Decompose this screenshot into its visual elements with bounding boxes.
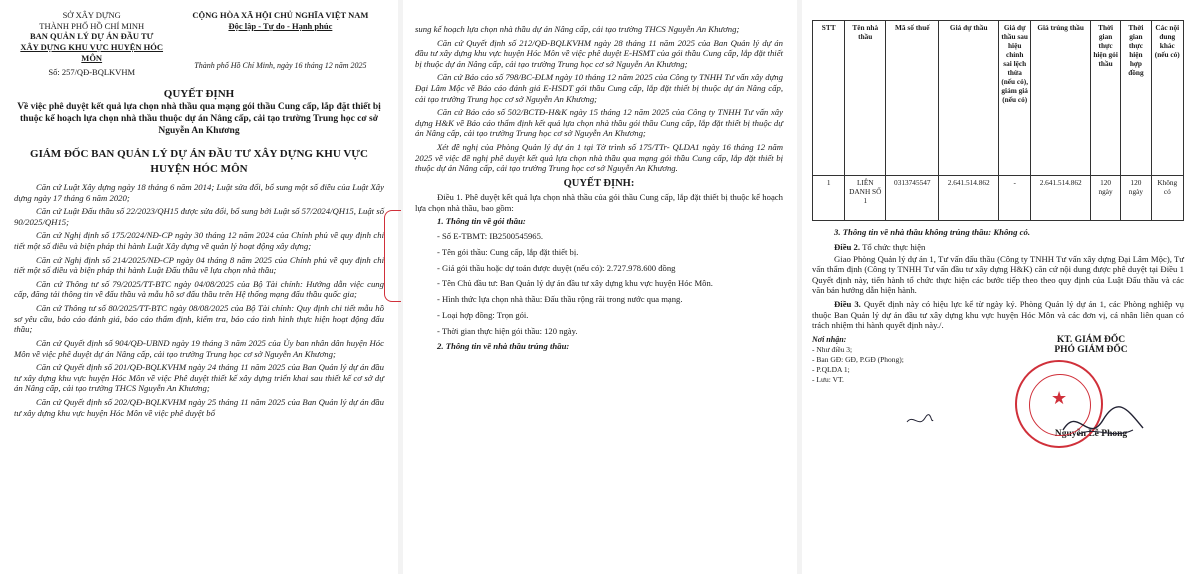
recipient-item: - Ban GĐ: GĐ, P.GĐ (Phong); — [812, 355, 904, 365]
col-header: Thời gian thực hiện hợp đồng — [1121, 21, 1151, 176]
legal-basis-paragraph: Căn cứ Báo cáo số 502/BCTĐ-H&K ngày 15 tháng 12 năm 2025 của Công ty TNHH Tư vấn xây dựng H&K về Báo cáo thẩm định kết quả lựa chọn nhà thầu gói thầu Cung cấp, lắp đặt thiết bị thuộc dự án Nâng cấp, cải tạo trường Trung học cơ sở Nguyễn An Khương; — [415, 107, 783, 139]
article-2-heading — [812, 242, 1184, 253]
col-header: Tên nhà thầu — [845, 21, 886, 176]
article-3 — [812, 299, 1184, 331]
recipient-item: - Lưu: VT. — [812, 374, 844, 384]
agency-line-4: XÂY DỰNG KHU VỰC HUYỆN HÓC MÔN — [20, 41, 164, 63]
legal-basis-paragraph: Căn cứ Thông tư số 79/2025/TT-BTC ngày 04/08/2025 của Bộ Tài chính: Hướng dẫn việc cung cấp, đăng tải thông tin về đấu thầu và mẫu hồ sơ đấu thầu trên Hệ thống mạng đấu thầu quốc gia; — [14, 278, 384, 300]
col-header: Giá dự thầu sau hiệu chỉnh sai lệch thừa (nếu có), giảm giá (nếu có) — [999, 21, 1031, 176]
table-cell: 120 ngày — [1090, 176, 1120, 221]
package-info-item: - Tên gói thầu: Cung cấp, lắp đặt thiết bị. — [437, 246, 579, 257]
signer-name: Nguyễn Lễ Phong — [1054, 428, 1128, 439]
proposal-paragraph: Xét đề nghị của Phòng Quản lý dự án 1 tại Tờ trình số 175/TTr- QLDA1 ngày 16 tháng 12 năm 2025 về việc đề nghị phê duyệt kết quả lựa chọn nhà thầu qua mạng gói thầu Cung cấp, lắp đặt thiết bị thuộc dự án Nâng cấp, cải tạo trường Trung học cơ sở Nguyễn An Khương. — [415, 142, 783, 174]
col-header: Giá trúng thầu — [1031, 21, 1091, 176]
table-cell: 120 ngày — [1121, 176, 1151, 221]
legal-basis-paragraph: Căn cứ Quyết định số 904/QĐ-UBND ngày 19 tháng 3 năm 2025 của Ủy ban nhân dân huyện Hóc Môn về việc phê duyệt dự án Nâng cấp, cải tạo trường Trung học cơ sở Nguyễn An Khương; — [14, 337, 384, 359]
table-cell: Không có — [1151, 176, 1183, 221]
nation-motto: Độc lập - Tự do - Hạnh phúc — [228, 20, 333, 31]
col-header: Các nội dung khác (nếu có) — [1151, 21, 1183, 176]
article-2-body: Giao Phòng Quản lý dự án 1, Tư vấn đấu thầu (Công ty TNHH Tư vấn xây dựng Đại Lâm Mộc), Tư vấn thẩm định (Công ty TNHH Tư vấn đầu tư xây dựng H&K) căn cứ nội dung được phê duyệt tại Điều 1 Quyết định này, tiến hành tổ chức thực hiện các bước tiếp theo theo quy định của Luật Đấu thầu và các văn bản hướng dẫn hiện hành. — [812, 253, 1184, 296]
legal-basis-paragraph: Căn cứ Thông tư số 80/2025/TT-BTC ngày 08/08/2025 của Bộ Tài chính: Quy định chi tiết mẫu hồ sơ yêu cầu, báo cáo đánh giá, báo cáo thẩm định, kiểm tra, báo cáo tình hình thực hiện hoạt động đấu thầu; — [14, 303, 384, 335]
agency-line-3: BAN QUẢN LÝ DỰ ÁN ĐẦU TƯ — [29, 31, 154, 42]
article-3-label: Điều 3. — [834, 299, 861, 310]
package-info-item: - Loại hợp đồng: Trọn gói. — [437, 309, 529, 320]
article-2-label: Điều 2. — [834, 242, 861, 252]
table-cell: 2.641.514.862 — [939, 176, 999, 221]
page-2 — [403, 0, 797, 574]
winning-bidder-table — [812, 20, 1184, 221]
legal-basis-paragraph: Căn cứ Quyết định số 201/QĐ-BQLKVHM ngày 24 tháng 11 năm 2025 của Ban Quản lý dự án đầu tư xây dựng khu vực huyện Hóc Môn về việc Phê duyệt thiết kế xây dựng triển khai sau thiết kế cơ sở dự án Nâng cấp, cải tạo trường THCS Nguyễn An Khương; — [14, 362, 384, 394]
table-row — [813, 176, 1184, 221]
page-3 — [802, 0, 1200, 574]
legal-basis-paragraph: Căn cứ Quyết định số 212/QĐ-BQLKVHM ngày 28 tháng 11 năm 2025 của Ban Quản lý dự án đầu tư xây dựng khu vực huyện Hóc Môn về việc phê duyệt E-HSMT của gói thầu Cung cấp, lắp đặt thiết bị thuộc dự án Nâng cấp, cải tạo trường Trung học cơ sở Nguyễn An Khương; — [415, 37, 783, 69]
table-cell: 2.641.514.862 — [1031, 176, 1091, 221]
table-cell: 1 — [813, 176, 845, 221]
package-info-item: - Thời gian thực hiện gói thầu: 120 ngày. — [437, 325, 578, 336]
recipients-title: Nơi nhận: — [812, 334, 847, 344]
agency-line-1: SỞ XÂY DỰNG — [62, 10, 121, 20]
legal-basis-paragraph: Căn cứ Nghị định số 175/2024/NĐ-CP ngày 30 tháng 12 năm 2024 của Chính phủ về quy định chi tiết một số điều và biện pháp thi hành Luật Xây dựng về quản lý hoạt động xây dựng; — [14, 230, 384, 252]
table-cell: 0313745547 — [886, 176, 939, 221]
article-2-title: Tổ chức thực hiện — [862, 242, 926, 252]
article-3-body: Quyết định này có hiệu lực kể từ ngày ký. Phòng Quản lý dự án 1, các Phòng nghiệp vụ thuộc Ban Quản lý dự án đầu tư xây dựng khu vực huyện Hóc Môn và các đơn vị, cá nhân liên quan có trách nhiệm thi hành quyết định này./. — [812, 299, 1185, 331]
table-cell: LIÊN DANH SỐ 1 — [845, 176, 886, 221]
legal-basis-paragraph: Căn cứ Nghị định số 214/2025/NĐ-CP ngày 04 tháng 8 năm 2025 của Chính phủ về quy định chi tiết một số điều và biện pháp thi hành Luật Đấu thầu về lựa chọn nhà thầu; — [14, 254, 384, 276]
margin-seal-stamp — [384, 210, 401, 302]
winning-bidder-heading: 2. Thông tin về nhà thầu trúng thầu: — [437, 341, 570, 352]
issuing-agency — [14, 10, 169, 78]
decision-title: QUYẾT ĐỊNH — [163, 87, 235, 100]
page-1 — [0, 0, 398, 574]
table-header-row — [813, 21, 1184, 176]
package-info-item: - Giá gói thầu hoặc dự toán được duyệt (nếu có): 2.727.978.600 đồng — [437, 262, 676, 273]
package-info-heading: 1. Thông tin về gói thầu: — [437, 216, 526, 227]
legal-basis-paragraph: sung kế hoạch lựa chọn nhà thầu dự án Nâng cấp, cải tạo trường THCS Nguyễn An Khương; — [415, 24, 740, 34]
seal-star-icon: ★ — [1051, 388, 1068, 409]
document-header — [14, 10, 384, 78]
col-header: Thời gian thực hiện gói thầu — [1090, 21, 1120, 176]
package-info-item: - Số E-TBMT: IB2500545965. — [437, 231, 544, 242]
document-number: Số: 257/QĐ-BQLKVHM — [48, 67, 136, 78]
package-info-item: - Hình thức lựa chọn nhà thầu: Đấu thầu rộng rãi trong nước qua mạng. — [437, 294, 683, 305]
decides-heading: QUYẾT ĐỊNH: — [563, 177, 635, 189]
package-info-item: - Tên Chủ đầu tư: Ban Quản lý dự án đầu tư xây dựng khu vực huyện Hóc Môn. — [437, 278, 713, 289]
nation-name: CỘNG HÒA XÃ HỘI CHỦ NGHĨA VIỆT NAM — [192, 10, 369, 20]
legal-basis-paragraph: Căn cứ Luật Xây dựng ngày 18 tháng 6 năm 2014; Luật sửa đổi, bổ sung một số điều của Luật Xây dựng ngày 17 tháng 6 năm 2020; — [14, 181, 384, 203]
sign-title-line-2: PHÓ GIÁM ĐỐC — [1054, 344, 1128, 355]
agency-line-2: THÀNH PHỐ HỒ CHÍ MINH — [39, 20, 145, 31]
legal-basis-paragraph: Căn cứ Báo cáo số 798/BC-ĐLM ngày 10 tháng 12 năm 2025 của Công ty TNHH Tư vấn xây dựng Đại Lâm Mộc về Báo cáo đánh giá E-HSDT gói thầu Cung cấp, lắp đặt thiết bị thuộc dự án Nâng cấp, cải tạo trường Trung học cơ sở Nguyễn An Khương; — [415, 72, 783, 104]
place-date: Thành phố Hồ Chí Minh, ngày 16 tháng 12 năm 2025 — [194, 61, 367, 71]
col-header: STT — [813, 21, 845, 176]
col-header: Giá dự thầu — [939, 21, 999, 176]
recipient-item: - Như điều 3; — [812, 345, 853, 355]
handwritten-signature — [1058, 400, 1148, 450]
losing-bidder-info: 3. Thông tin về nhà thầu không trúng thầu: Không có. — [834, 227, 1031, 237]
legal-basis-paragraph: Căn cứ Luật Đấu thầu số 22/2023/QH15 được sửa đổi, bổ sung bởi Luật số 57/2024/QH15, Luật số 90/2025/QH15; — [14, 206, 384, 227]
article-1: Điều 1. Phê duyệt kết quả lựa chọn nhà thầu của gói thầu Cung cấp, lắp đặt thiết bị thuộc kế hoạch lựa chọn nhà thầu, bao gồm: — [415, 191, 783, 213]
table-cell: - — [999, 176, 1031, 221]
col-header: Mã số thuế — [886, 21, 939, 176]
initial-mark — [905, 412, 935, 430]
recipient-item: - P.QLDA 1; — [812, 364, 850, 374]
sign-title-line-1: KT. GIÁM ĐỐC — [1056, 334, 1126, 345]
decision-subject: Về việc phê duyệt kết quả lựa chọn nhà thầu qua mạng gói thầu Cung cấp, lắp đặt thiết bị thuộc kế hoạch lựa chọn nhà thầu thuộc dự án Nâng cấp, cải tạo trường Trung học cơ sở Nguyễn An Khương — [17, 101, 381, 136]
issuer-heading: GIÁM ĐỐC BAN QUẢN LÝ DỰ ÁN ĐẦU TƯ XÂY DỰNG KHU VỰC HUYỆN HÓC MÔN — [30, 148, 368, 175]
national-header — [177, 10, 384, 78]
legal-basis-paragraph: Căn cứ Quyết định số 202/QĐ-BQLKVHM ngày 25 tháng 11 năm 2025 của Ban Quản lý dự án đầu tư xây dựng khu vực huyện Hóc Môn về việc phê duyệt bổ — [14, 396, 384, 418]
